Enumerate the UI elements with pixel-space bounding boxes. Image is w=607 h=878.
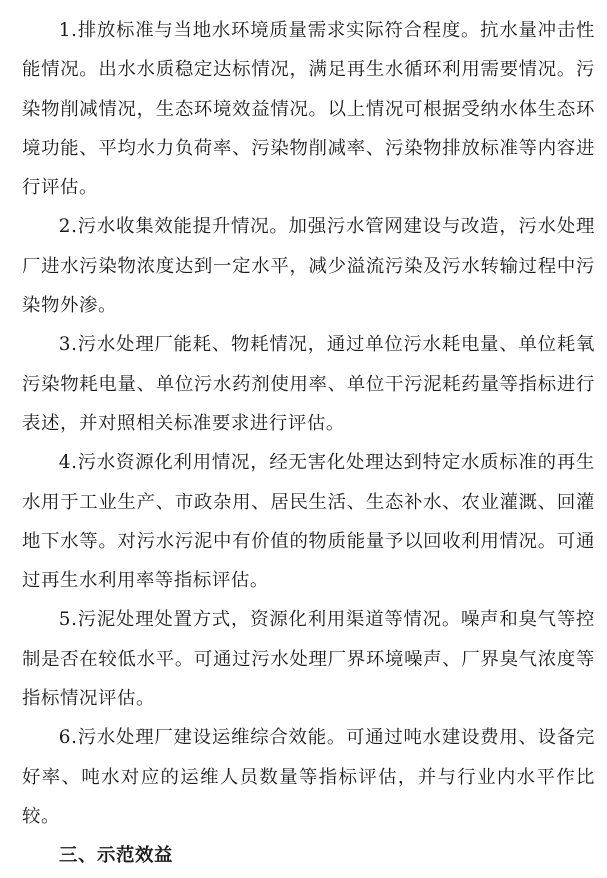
paragraph-5: 5.污泥处理处置方式，资源化利用渠道等情况。噪声和臭气等控制是否在较低水平。可通过污水处理厂界环境噪声、厂界臭气浓度等指标情况评估。 [22, 609, 595, 710]
paragraph-3: 3.污水处理厂能耗、物耗情况，通过单位污水耗电量、单位耗氧污染物耗电量、单位污水药剂使用率、单位干污泥耗药量等指标进行表述，并对照相关标准要求进行评估。 [22, 334, 595, 434]
paragraph-1: 1.排放标准与当地水环境质量需求实际符合程度。抗水量冲击性能情况。出水水质稳定达标情况，满足再生水循环利用需要情况。污染物削减情况，生态环境效益情况。以上情况可根据受纳水体生态环境功能、平均水力负荷率、污染物削减率、污染物排放标准等内容进行评估。 [22, 20, 595, 199]
paragraph-4: 4.污水资源化利用情况，经无害化处理达到特定水质标准的再生水用于工业生产、市政杂用、居民生活、生态补水、农业灌溉、回灌地下水等。对污水污泥中有价值的物质能量予以回收利用情况。可通过再生水利用率等指标评估。 [22, 452, 595, 592]
paragraph-2: 2.污水收集效能提升情况。加强污水管网建设与改造，污水处理厂进水污染物浓度达到一定水平，减少溢流污染及污水转输过程中污染物外渗。 [22, 216, 595, 317]
paragraph-6: 6.污水处理厂建设运维综合效能。可通过吨水建设费用、设备完好率、吨水对应的运维人员数量等指标评估，并与行业内水平作比较。 [22, 727, 595, 827]
section-heading: 三、示范效益 [59, 845, 173, 867]
document-body [22, 11, 595, 876]
